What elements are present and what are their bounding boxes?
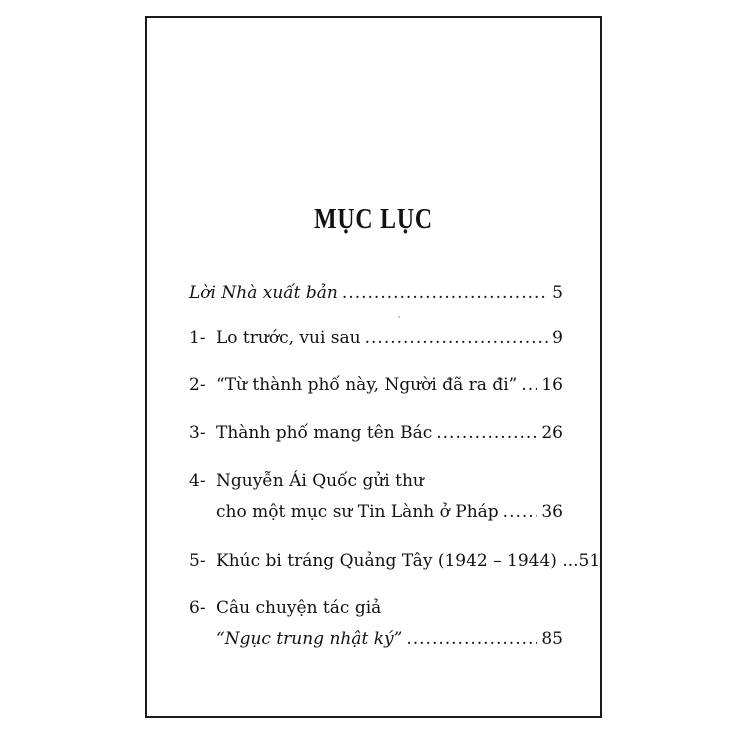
toc-entry-preface <box>189 283 563 305</box>
toc-entry-page: 36 <box>541 502 563 522</box>
dot-leader <box>342 283 548 303</box>
toc-entry-page: 85 <box>541 629 563 649</box>
toc-entry-number: 2- <box>189 375 206 395</box>
toc-entry-title: Thành phố mang tên Bác <box>216 423 433 443</box>
toc-entry-title: “Từ thành phố này, Người đã ra đi” <box>216 375 518 395</box>
toc-entry-page: 51 <box>578 551 601 571</box>
toc-entry-page: 5 <box>552 283 563 303</box>
toc-entry-title-line-2: cho một mục sư Tin Lành ở Pháp <box>216 502 499 522</box>
toc-entry-1 <box>189 328 563 350</box>
toc-entry-6 <box>189 598 563 651</box>
toc-entry-title-line-1: Câu chuyện tác giả <box>216 598 382 618</box>
toc-entry-number: 3- <box>189 423 206 443</box>
toc-entry-2 <box>189 375 563 397</box>
toc-entry-5 <box>189 551 601 573</box>
toc-entry-page: 16 <box>541 375 563 395</box>
toc-entry-number: 4- <box>189 471 206 491</box>
dot-leader <box>521 375 537 395</box>
toc-entry-title: Khúc bi tráng Quảng Tây (1942 – 1944) ... <box>216 551 579 571</box>
dot-leader <box>436 423 537 443</box>
toc-entry-number: 5- <box>189 551 206 571</box>
dot-leader <box>365 328 549 348</box>
toc-heading: MỤC LỤC <box>314 203 433 235</box>
dot-leader <box>406 629 537 649</box>
toc-entry-title-line-1: Nguyễn Ái Quốc gửi thư <box>216 471 424 491</box>
toc-entry-3 <box>189 423 563 445</box>
toc-entry-page: 9 <box>552 328 563 348</box>
toc-entry-title-line-2: “Ngục trung nhật ký” <box>216 629 403 649</box>
toc-entry-4 <box>189 471 563 524</box>
scan-speck <box>398 316 400 318</box>
toc-entry-title: Lo trước, vui sau <box>216 328 361 348</box>
dot-leader <box>503 502 538 522</box>
toc-entry-number: 6- <box>189 598 206 618</box>
toc-entry-title: Lời Nhà xuất bản <box>189 283 338 303</box>
toc-entry-page: 26 <box>541 423 563 443</box>
toc-entry-number: 1- <box>189 328 206 348</box>
